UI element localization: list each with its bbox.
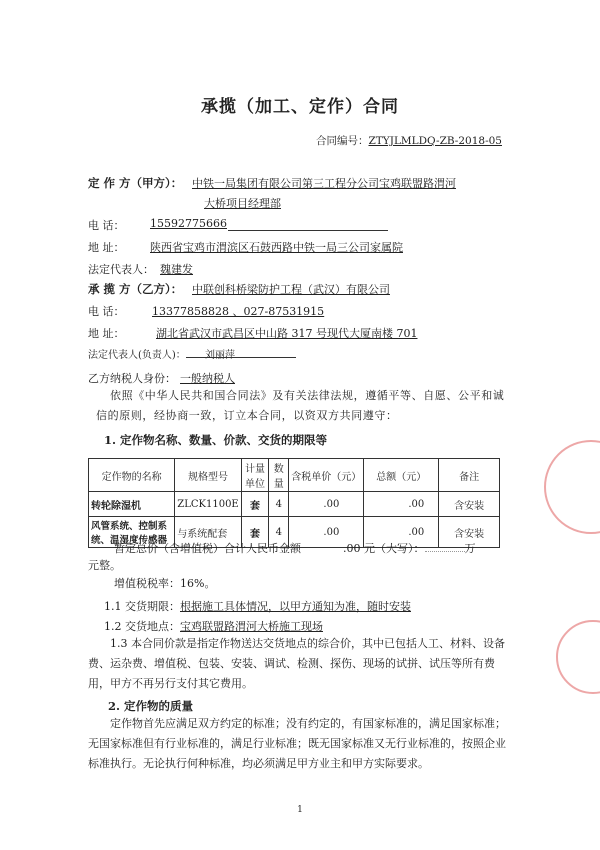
- contract-number-label: 合同编号：: [316, 135, 369, 147]
- table-cell-qty: 4: [269, 492, 289, 517]
- taxpayer-label: 乙方纳税人身份：: [88, 372, 176, 385]
- intro-paragraph: 依照《中华人民共和国合同法》及有关法律法规，遵循平等、自愿、公平和诚信的原则，经协商一致，订立本合同，以资双方共同遵守：: [96, 389, 505, 422]
- table-cell-note: 含安装: [439, 492, 500, 517]
- section-2-heading: 2. 定作物的质量: [108, 699, 194, 713]
- total-text-words-label: .00 元（大写）：: [343, 542, 425, 555]
- item-1-1-value: 根据施工具体情况，以甲方通知为准，随时安装: [180, 600, 411, 613]
- table-cell-total: .00: [364, 517, 439, 548]
- party-b-address: 湖北省武汉市武昌区中山路 317 号现代大厦南楼 701: [156, 327, 418, 340]
- page-number: 1: [297, 805, 303, 815]
- party-b-label: 承 揽 方（乙方）：: [88, 282, 183, 296]
- party-b-address-label: 地 址：: [88, 327, 125, 340]
- party-b-name: 中联创科桥梁防护工程（武汉）有限公司: [192, 283, 390, 296]
- table-header-cell: 数量: [269, 459, 289, 492]
- table-cell-name: 风管系统、控制系统、温湿度传感器: [89, 517, 175, 548]
- party-b-phone-label: 电 话：: [88, 305, 125, 318]
- total-text-wan: 万: [464, 542, 476, 555]
- party-a-phone-label: 电 话：: [88, 219, 125, 232]
- table-header-cell: 规格型号: [175, 459, 241, 492]
- total-amount-line: [114, 540, 476, 556]
- table-header-cell: 定作物的名称: [89, 459, 175, 492]
- table-header-cell: 计量单位: [241, 459, 269, 492]
- table-cell-name: 转轮除湿机: [89, 492, 175, 517]
- party-a-name-line2: 大桥项目经理部: [204, 197, 281, 210]
- red-seal-fragment: [544, 440, 600, 534]
- table-cell-model: ZLCK1100E: [175, 492, 241, 517]
- party-a-name-line1: 中铁一局集团有限公司第三工程分公司宝鸡联盟路渭河: [192, 177, 456, 190]
- taxpayer-value: 一般纳税人: [180, 372, 235, 385]
- table-cell-total: .00: [364, 492, 439, 517]
- vat-rate: 增值税税率：16%。: [114, 577, 216, 590]
- item-1-1-label: 1.1 交货期限：: [104, 600, 180, 613]
- item-1-1: [104, 598, 411, 614]
- table-header-cell: 总额（元）: [364, 459, 439, 492]
- document-title: 承揽（加工、定作）合同: [201, 97, 399, 117]
- party-a-rep-label: 法定代表人：: [88, 263, 154, 276]
- party-a-phone-underline: [228, 230, 388, 231]
- section-2-text: 定作物首先应满足双方约定的标准；没有约定的，有国家标准的，满足国家标准；无国家标准但有行业标准的，满足行业标准；既无国家标准又无行业标准的，按照企业标准执行。无论执行何种标准，均必须满足甲方业主和甲方实际要求。: [88, 717, 506, 770]
- table-header-cell: 备注: [439, 459, 500, 492]
- party-b-rep-label: 法定代表人(负责人)：: [88, 350, 186, 361]
- table-row: [89, 492, 500, 517]
- table-cell-qty: 4: [269, 517, 289, 548]
- party-a-label: 定 作 方（甲方）：: [88, 176, 183, 190]
- contract-number-value: ZTYJLMLDQ-ZB-2018-05: [368, 135, 502, 147]
- item-1-2: [104, 618, 323, 634]
- party-a-address-label: 地 址：: [88, 241, 125, 254]
- party-b-rep-underline: [186, 357, 296, 358]
- party-a-rep: 魏建发: [160, 263, 193, 276]
- item-1-2-label: 1.2 交货地点：: [104, 620, 180, 633]
- table-cell-model: 与系统配套: [175, 517, 241, 548]
- table-cell-price: .00: [289, 492, 364, 517]
- item-1-2-value: 宝鸡联盟路渭河大桥施工现场: [180, 620, 323, 633]
- contract-number: [316, 133, 502, 148]
- total-text-prefix: 暂定总价（含增值税）合计人民币金额: [114, 542, 301, 555]
- party-b-rep: 刘丽萍: [205, 350, 235, 361]
- table-header-row: [89, 459, 500, 492]
- party-a-phone: 15592775666: [150, 217, 227, 230]
- section-1-heading: 1. 定作物名称、数量、价款、交货的期限等: [104, 433, 328, 447]
- table-header-cell: 含税单价（元）: [289, 459, 364, 492]
- table-cell-unit: 套: [241, 517, 269, 548]
- red-seal-fragment: [556, 620, 600, 694]
- table-cell-price: .00: [289, 517, 364, 548]
- party-a-address: 陕西省宝鸡市渭滨区石鼓西路中铁一局三公司家属院: [150, 241, 403, 254]
- total-text-end: 元整。: [88, 559, 121, 572]
- party-b-phone: 13377858828 、027-87531915: [152, 305, 325, 318]
- table-cell-unit: 套: [241, 492, 269, 517]
- total-words-redacted: [425, 551, 465, 552]
- table-cell-note: 含安装: [439, 517, 500, 548]
- spec-table: [88, 458, 500, 548]
- item-1-3: 1.3 本合同价款是指定作物送达交货地点的综合价，其中已包括人工、材料、设备费、运杂费、增值税、包装、安装、调试、检测、探伤、现场的试拼、试压等所有费用，甲方不再另行支付其它费用。: [88, 637, 505, 690]
